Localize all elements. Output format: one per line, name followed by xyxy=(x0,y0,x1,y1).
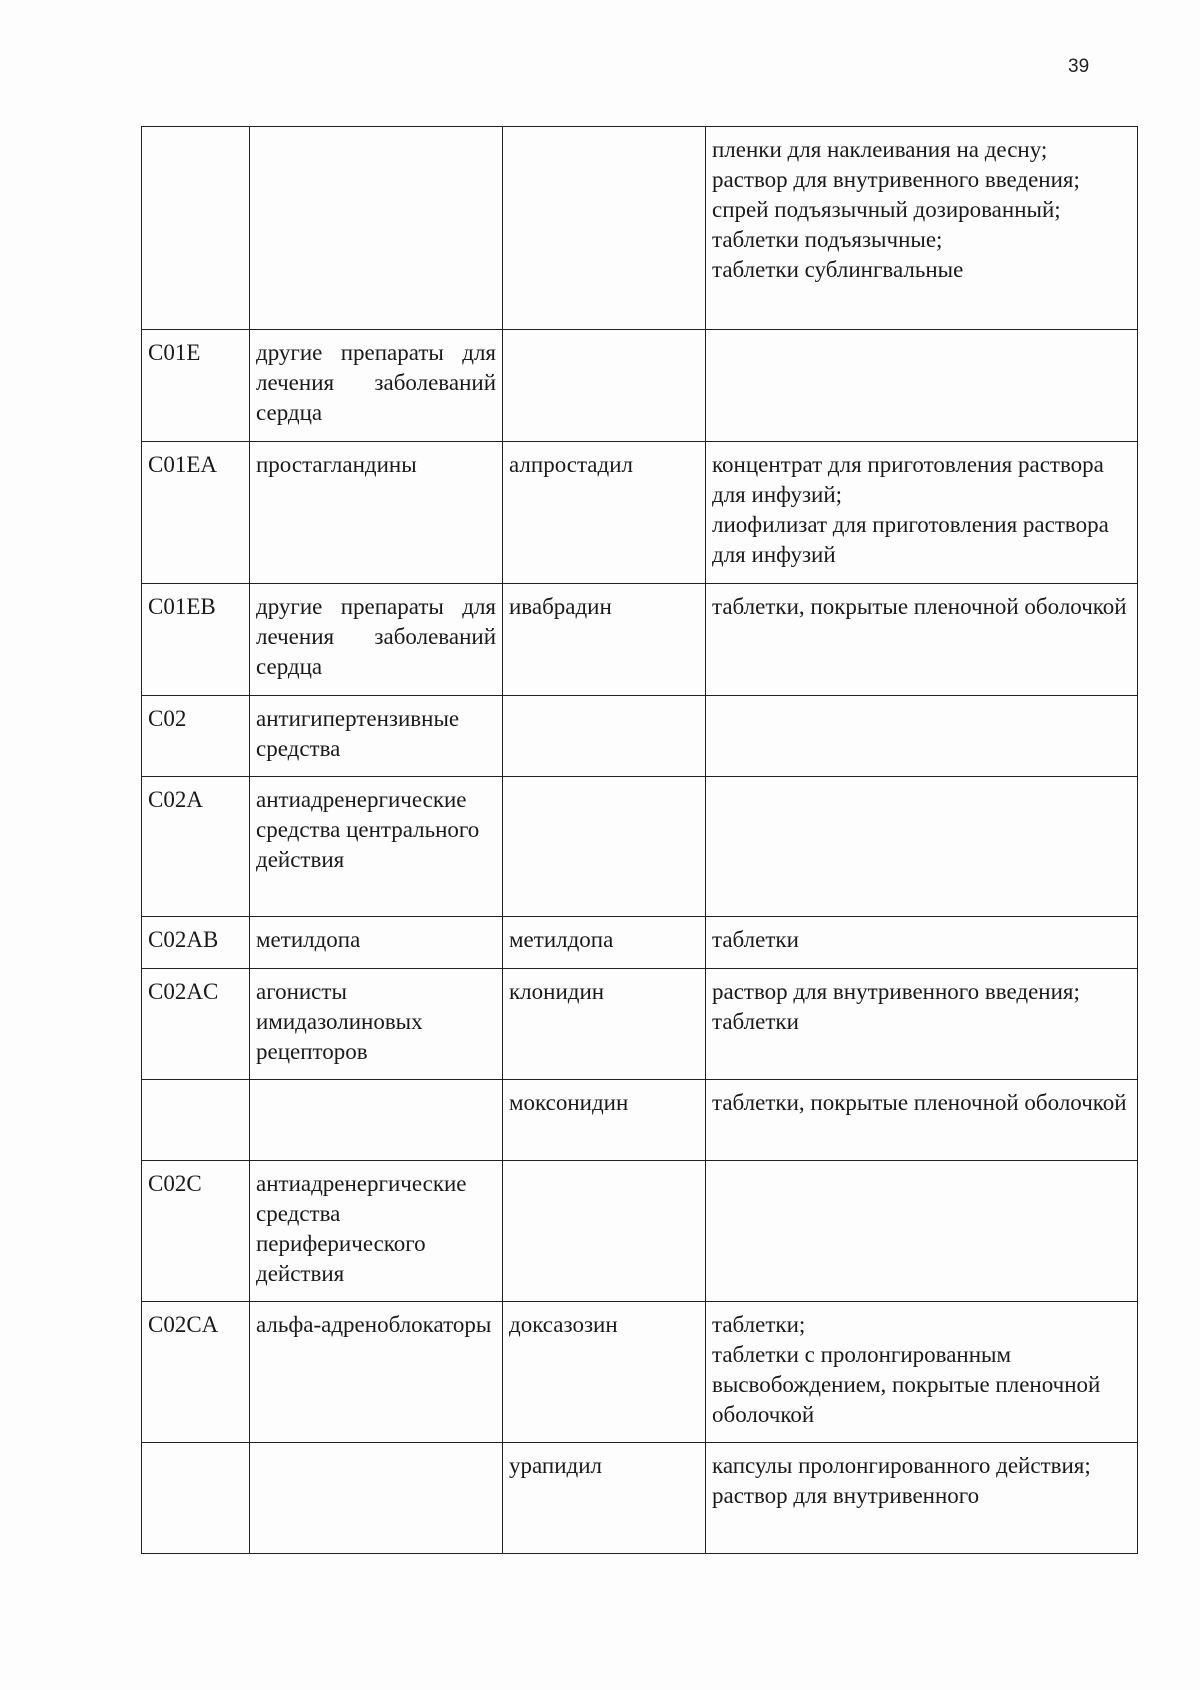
drug-name-cell xyxy=(503,127,706,330)
dosage-form-cell: таблетки; таблетки с пролонгированным высвобождением, покрытые пленочной оболочкой xyxy=(706,1302,1138,1443)
table-row xyxy=(142,777,1138,917)
dosage-form-cell: таблетки, покрытые пленочной оболочкой xyxy=(706,584,1138,696)
table-row xyxy=(142,1302,1138,1443)
table-row xyxy=(142,442,1138,584)
table-row xyxy=(142,584,1138,696)
atc-code-cell xyxy=(142,127,250,330)
drug-name-cell xyxy=(503,330,706,442)
table-row xyxy=(142,917,1138,969)
page-number: 39 xyxy=(1068,56,1090,77)
table-row xyxy=(142,1443,1138,1554)
atc-code-cell xyxy=(142,1080,250,1161)
atc-code-cell: C02A xyxy=(142,777,250,917)
group-cell: антиадренергические средства центрального действия xyxy=(250,777,503,917)
drug-name-cell xyxy=(503,1161,706,1302)
group-cell: простагландины xyxy=(250,442,503,584)
drug-name-cell: клонидин xyxy=(503,969,706,1080)
table-row xyxy=(142,1080,1138,1161)
atc-code-cell: C02 xyxy=(142,696,250,777)
table-row xyxy=(142,330,1138,442)
drug-name-cell: доксазозин xyxy=(503,1302,706,1443)
dosage-form-cell: пленки для наклеивания на десну; раствор для внутривенного введения; спрей подъязычный дозированный; таблетки подъязычные; таблетки сублингвальные xyxy=(706,127,1138,330)
group-cell xyxy=(250,1080,503,1161)
atc-code-cell: C02AB xyxy=(142,917,250,969)
dosage-form-cell: капсулы пролонгированного действия; раствор для внутривенного xyxy=(706,1443,1138,1554)
drug-name-cell: метилдопа xyxy=(503,917,706,969)
atc-code-cell: C01EA xyxy=(142,442,250,584)
dosage-form-cell xyxy=(706,777,1138,917)
dosage-form-cell xyxy=(706,1161,1138,1302)
group-cell: другие препараты для лечения заболеваний сердца xyxy=(250,584,503,696)
group-cell: антигипертензивные средства xyxy=(250,696,503,777)
table-row xyxy=(142,127,1138,330)
atc-code-cell: C02CA xyxy=(142,1302,250,1443)
dosage-form-cell: раствор для внутривенного введения; таблетки xyxy=(706,969,1138,1080)
dosage-form-cell xyxy=(706,696,1138,777)
dosage-form-cell: таблетки xyxy=(706,917,1138,969)
drug-name-cell: урапидил xyxy=(503,1443,706,1554)
drug-name-cell: моксонидин xyxy=(503,1080,706,1161)
drug-table xyxy=(141,126,1138,1554)
group-cell: агонисты имидазолиновых рецепторов xyxy=(250,969,503,1080)
group-cell: альфа-адреноблокаторы xyxy=(250,1302,503,1443)
drug-name-cell: алпростадил xyxy=(503,442,706,584)
dosage-form-cell: концентрат для приготовления раствора для инфузий; лиофилизат для приготовления раствора для инфузий xyxy=(706,442,1138,584)
atc-code-cell: C01EB xyxy=(142,584,250,696)
table-row xyxy=(142,969,1138,1080)
group-cell: метилдопа xyxy=(250,917,503,969)
drug-name-cell xyxy=(503,696,706,777)
group-cell xyxy=(250,127,503,330)
group-cell: антиадренергические средства периферического действия xyxy=(250,1161,503,1302)
table-row xyxy=(142,1161,1138,1302)
drug-name-cell xyxy=(503,777,706,917)
table-row xyxy=(142,696,1138,777)
drug-name-cell: ивабрадин xyxy=(503,584,706,696)
group-cell xyxy=(250,1443,503,1554)
atc-code-cell xyxy=(142,1443,250,1554)
atc-code-cell: C02C xyxy=(142,1161,250,1302)
atc-code-cell: C01E xyxy=(142,330,250,442)
atc-code-cell: C02AC xyxy=(142,969,250,1080)
dosage-form-cell: таблетки, покрытые пленочной оболочкой xyxy=(706,1080,1138,1161)
dosage-form-cell xyxy=(706,330,1138,442)
group-cell: другие препараты для лечения заболеваний сердца xyxy=(250,330,503,442)
